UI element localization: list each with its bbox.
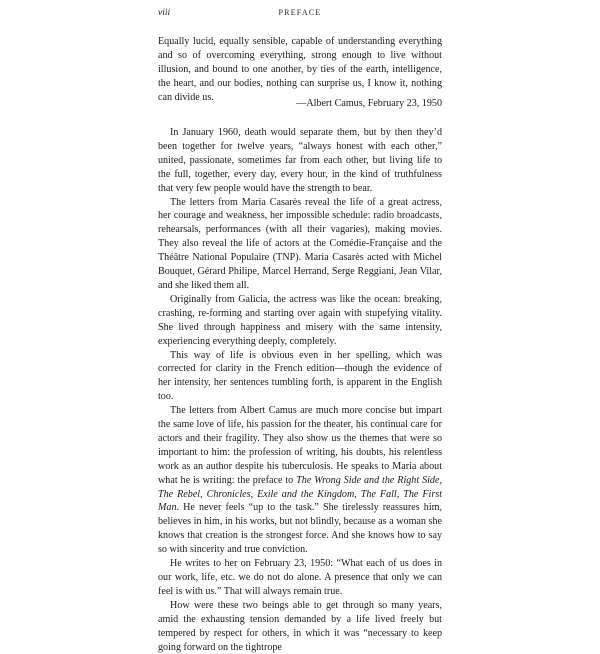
- running-title: PREFACE: [278, 8, 322, 17]
- epigraph: [158, 35, 442, 105]
- paragraph: The letters from Maria Casarès reveal the life of a great actress, her courage and weakness, her impossible schedule: radio broadcasts, rehearsals, performances (with all their vagaries), making movies. They also reveal the life of actors at the Comédie-Française and the Théâtre National Populaire (TNP). Maria Casarès acted with Michel Bouquet, Gérard Philipe, Marcel Herrand, Serge Reggiani, Jean Vilar, and she liked them all.: [158, 196, 442, 291]
- paragraph: He writes to her on February 23, 1950: “What each of us does in our work, life, etc. we do not do alone. A presence that only we can feel is with us.” That will always remain true.: [158, 558, 442, 597]
- book-title: The Fall: [360, 488, 397, 500]
- book-title: The Wrong Side and the Right Side: [296, 474, 440, 486]
- paragraph: How were these two beings able to get through so many years, amid the exhausting tension demanded by a life lived freely but tempered by respect for others, in which it was “necessary to keep going forward on the tightrope: [158, 599, 442, 653]
- page-number: viii: [158, 8, 171, 18]
- body-text: [158, 126, 442, 654]
- text-run: . He never feels “up to the task.” She tirelessly reassures him, believes in him, in his works, but not blindly, because as a woman she knows that creation is the strongest force. And she knows how to say so with sincerity and true conviction.: [158, 502, 442, 556]
- book-title: Chronicles: [206, 488, 251, 500]
- epigraph-attribution: —Albert Camus, February 23, 1950: [296, 98, 442, 109]
- paragraph: This way of life is obvious even in her spelling, which was corrected for clarity in the French edition—though the evidence of her intensity, her sentences tumbling forth, is apparent in the English too.: [158, 349, 442, 403]
- text-run: The letters from Albert Camus are much more concise but impart the same love of life, his passion for the theater, his continual care for actors and their fragility. They also show us the themes that were so important to him: the profession of writing, his doubts, his relentless work as an author despite his tuberculosis. He speaks to Maria about what he is writing: the preface to: [158, 405, 442, 486]
- text-run: ,: [200, 488, 207, 500]
- book-title: Exile and the Kingdom: [257, 488, 355, 500]
- paragraph: In January 1960, death would separate them, but by then they’d been together for twelve years, “always honest with each other,” united, passionate, sometimes far from each other, but living life to the full, together, every day, every hour, in the kind of truthfulness that very few people would have the strength to bear.: [158, 127, 442, 194]
- book-title: The First Man: [158, 488, 443, 514]
- text-run: ,: [439, 474, 442, 486]
- paragraph: [158, 404, 442, 557]
- text-run: ,: [250, 488, 258, 500]
- text-run: ,: [396, 488, 404, 500]
- paragraph: Originally from Galicia, the actress was like the ocean: breaking, crashing, re-forming and starting over again with stupefying vitality. She lived through happiness and misery with the same intensity, experiencing everything deeply, completely.: [158, 293, 442, 347]
- book-title: The Rebel: [158, 488, 201, 500]
- epigraph-text: Equally lucid, equally sensible, capable of understanding everything and so of overcoming everything, strong enough to live without illusion, and bound to one another, by ties of the earth, intelligence, the heart, and our bodies, nothing can surprise us, I know it, nothing can divide us.: [158, 36, 442, 103]
- text-run: ,: [354, 488, 361, 500]
- running-head: [158, 8, 442, 20]
